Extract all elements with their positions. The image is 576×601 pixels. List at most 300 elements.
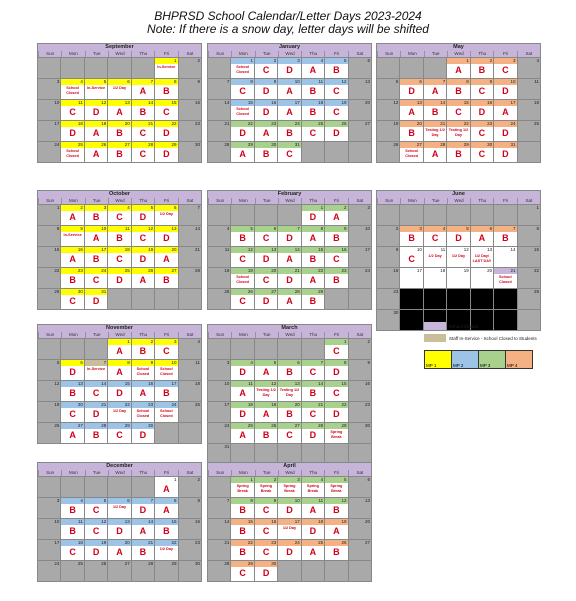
letter-day: D: [139, 254, 147, 264]
day-note: School Closed: [160, 367, 173, 376]
letter-day: C: [309, 409, 317, 419]
day-number: 16: [325, 247, 347, 253]
letter-day: C: [478, 149, 486, 159]
day-number: 1: [56, 205, 60, 210]
day-number: [325, 561, 347, 567]
day-number: 12: [231, 247, 253, 253]
letter-day: C: [333, 388, 340, 398]
letter-day: D: [92, 547, 100, 557]
day-cell: [325, 268, 347, 288]
letter-day: A: [286, 86, 293, 96]
day-cell: [424, 121, 446, 141]
weekday-label: Tue: [85, 470, 108, 476]
day-number: 9: [255, 498, 277, 504]
day-number: 14: [132, 100, 154, 106]
letter-day: B: [239, 233, 246, 243]
day-cell: [179, 205, 201, 225]
day-number: 19: [85, 121, 107, 127]
day-cell: [108, 226, 130, 246]
weekday-label: Wed: [278, 51, 301, 57]
day-cell: [231, 360, 253, 380]
day-number: 4: [302, 58, 324, 64]
day-cell: [400, 310, 422, 330]
day-number: 29: [54, 289, 60, 294]
legend-swatch: [424, 334, 446, 342]
day-cell: [208, 540, 230, 560]
day-number: 25: [533, 121, 539, 126]
day-number: 3: [494, 58, 516, 64]
day-number: [85, 339, 107, 345]
day-number: 21: [194, 247, 200, 252]
letter-day: B: [239, 547, 246, 557]
day-number: 26: [54, 423, 60, 428]
marking-period-key: [424, 350, 532, 369]
day-cell: [325, 247, 347, 267]
weekday-label: Mon: [400, 51, 423, 57]
day-number: 15: [325, 381, 347, 387]
day-number: 18: [440, 268, 446, 273]
day-cell: [155, 360, 177, 380]
day-cell: [278, 100, 300, 120]
day-number: 9: [255, 79, 277, 85]
day-number: 9: [61, 226, 83, 232]
day-number: 7: [424, 79, 446, 85]
day-cell: [179, 121, 201, 141]
letter-day: A: [309, 233, 317, 243]
day-cell: [85, 402, 107, 422]
day-cell: [85, 58, 107, 78]
day-number: 8: [108, 360, 130, 366]
letter-day: B: [163, 388, 170, 398]
day-cell: [447, 142, 469, 162]
day-number: [38, 339, 60, 345]
letter-day: B: [139, 547, 147, 557]
day-number: 23: [325, 268, 347, 274]
day-number: 12: [393, 100, 399, 105]
day-number: [255, 444, 277, 450]
letter-day: C: [239, 254, 246, 264]
day-number: 22: [54, 268, 60, 273]
day-grid: [377, 204, 540, 330]
day-number: 16: [255, 519, 277, 525]
day-note: 1/2 Day: [282, 526, 297, 530]
day-cell: [518, 268, 540, 288]
month-february: [207, 190, 372, 310]
letter-day: C: [262, 505, 270, 515]
day-cell: [255, 205, 277, 225]
day-cell: [302, 58, 324, 78]
day-cell: [325, 402, 347, 422]
day-number: 23: [255, 121, 277, 127]
day-cell: [231, 423, 253, 443]
day-cell: [325, 540, 347, 560]
day-number: 17: [278, 519, 300, 525]
day-cell: [179, 226, 201, 246]
weekday-label: Thu: [470, 198, 493, 204]
day-note: In-Service: [86, 367, 106, 371]
weekday-label: Tue: [85, 198, 108, 204]
day-cell: [132, 247, 154, 267]
day-cell: [400, 268, 422, 288]
day-number: 2: [197, 477, 200, 482]
day-number: 30: [364, 423, 370, 428]
day-number: 3: [85, 205, 107, 211]
day-cell: [155, 289, 177, 309]
month-name: November: [38, 325, 201, 332]
day-number: 4: [231, 360, 253, 366]
letter-day: B: [163, 86, 170, 96]
day-cell: [38, 79, 60, 99]
weekday-label: Wed: [278, 470, 301, 476]
letter-day: B: [92, 212, 100, 222]
day-note: School Closed: [66, 149, 79, 158]
letter-day: A: [309, 65, 317, 75]
day-cell: [494, 226, 516, 246]
day-number: 12: [463, 247, 469, 252]
day-number: 23: [364, 402, 370, 407]
day-number: 10: [54, 100, 60, 105]
day-number: 2: [197, 58, 200, 63]
day-cell: [255, 540, 277, 560]
day-number: [61, 477, 83, 483]
weekday-label: Fri: [324, 470, 347, 476]
day-number: 31: [494, 142, 516, 148]
day-number: 7: [226, 498, 230, 503]
day-cell: [349, 360, 371, 380]
letter-day: C: [139, 233, 147, 243]
letter-day: D: [92, 296, 100, 306]
day-number: 2: [471, 58, 493, 64]
day-number: 10: [54, 519, 60, 524]
day-number: 19: [325, 519, 347, 525]
day-note: 1/2 Day: [112, 409, 127, 413]
day-note: School Closed: [236, 107, 249, 116]
day-number: [424, 310, 446, 316]
letter-day: A: [309, 505, 317, 515]
day-cell: [325, 360, 347, 380]
day-cell: [208, 360, 230, 380]
day-cell: [38, 339, 60, 359]
day-cell: [132, 477, 154, 497]
letter-day: D: [139, 505, 147, 515]
day-number: 10: [364, 226, 370, 231]
letter-day: D: [69, 367, 76, 377]
day-cell: [85, 423, 107, 443]
day-cell: [349, 247, 371, 267]
day-grid: [38, 338, 201, 443]
day-cell: [155, 402, 177, 422]
day-number: 20: [61, 402, 83, 408]
day-cell: [400, 58, 422, 78]
letter-day: D: [286, 547, 293, 557]
day-cell: [278, 226, 300, 246]
day-number: [278, 444, 300, 450]
day-cell: [278, 540, 300, 560]
day-number: 23: [194, 540, 200, 545]
day-number: 22: [231, 540, 253, 546]
day-cell: [494, 100, 516, 120]
day-cell: [447, 121, 469, 141]
day-cell: [447, 226, 469, 246]
day-cell: [255, 519, 277, 539]
day-cell: [278, 121, 300, 141]
day-number: 12: [132, 226, 154, 232]
weekday-label: Wed: [108, 198, 131, 204]
day-number: 19: [132, 247, 154, 253]
day-number: 22: [325, 402, 347, 408]
day-grid: [38, 476, 201, 581]
day-cell: [155, 100, 177, 120]
day-cell: [231, 540, 253, 560]
day-cell: [179, 58, 201, 78]
day-number: 2: [325, 205, 347, 211]
day-cell: [155, 226, 177, 246]
day-number: 26: [325, 121, 347, 127]
day-cell: [179, 339, 201, 359]
letter-day: C: [139, 128, 147, 138]
day-cell: [325, 498, 347, 518]
day-cell: [424, 268, 446, 288]
day-number: 2: [367, 339, 370, 344]
day-number: [85, 58, 107, 64]
day-number: 8: [302, 226, 324, 232]
day-cell: [85, 121, 107, 141]
letter-day: D: [309, 430, 317, 440]
day-number: 11: [195, 360, 200, 365]
day-cell: [208, 561, 230, 581]
day-cell: [471, 268, 493, 288]
day-number: 18: [302, 519, 324, 525]
day-cell: [208, 381, 230, 401]
weekday-label: Mon: [61, 470, 84, 476]
day-cell: [155, 268, 177, 288]
day-number: 16: [471, 100, 493, 106]
letter-day: B: [116, 233, 123, 243]
day-cell: [155, 121, 177, 141]
letter-day: B: [309, 296, 317, 306]
letter-day: D: [502, 86, 509, 96]
letter-day: C: [455, 107, 462, 117]
day-number: 1: [302, 205, 324, 211]
day-cell: [132, 58, 154, 78]
day-cell: [85, 477, 107, 497]
day-cell: [302, 79, 324, 99]
day-cell: [231, 58, 253, 78]
day-number: [231, 205, 253, 211]
letter-day: C: [262, 65, 270, 75]
day-number: [302, 561, 324, 567]
weekday-label: Sat: [348, 332, 371, 338]
day-cell: [447, 268, 469, 288]
day-number: 1: [325, 339, 347, 345]
day-number: 23: [194, 121, 200, 126]
day-cell: [108, 289, 130, 309]
day-cell: [132, 121, 154, 141]
letter-day: B: [286, 409, 293, 419]
day-number: 27: [108, 142, 130, 148]
day-cell: [424, 205, 446, 225]
legend-swatch: [424, 322, 446, 330]
day-note: Spring Break: [330, 484, 343, 493]
day-number: 27: [400, 142, 422, 148]
day-cell: [108, 561, 130, 581]
day-number: 8: [231, 79, 253, 85]
letter-day: B: [69, 275, 76, 285]
letter-day: D: [309, 526, 317, 536]
letter-day: D: [309, 212, 317, 222]
day-cell: [424, 226, 446, 246]
letter-day: B: [116, 149, 123, 159]
day-number: 7: [226, 79, 230, 84]
day-cell: [231, 402, 253, 422]
day-number: [255, 205, 277, 211]
day-cell: [424, 79, 446, 99]
day-cell: [278, 247, 300, 267]
day-number: 4: [424, 226, 446, 232]
weekday-label: Mon: [231, 470, 254, 476]
day-cell: [255, 247, 277, 267]
day-number: 31: [278, 142, 300, 148]
day-cell: [132, 498, 154, 518]
day-cell: [208, 477, 230, 497]
day-cell: [132, 561, 154, 581]
day-number: [61, 339, 83, 345]
day-cell: [278, 58, 300, 78]
day-number: 15: [155, 519, 177, 525]
day-cell: [61, 339, 83, 359]
day-cell: [255, 423, 277, 443]
day-number: 16: [61, 247, 83, 253]
day-number: 8: [155, 79, 177, 85]
day-cell: [61, 58, 83, 78]
day-number: 21: [494, 268, 516, 274]
day-note: Spring Break: [283, 484, 296, 493]
letter-day: C: [309, 367, 317, 377]
letter-day: D: [163, 233, 170, 243]
letter-day: C: [69, 547, 76, 557]
day-number: 21: [278, 268, 300, 274]
day-cell: [38, 58, 60, 78]
weekday-label: Sat: [178, 332, 201, 338]
day-number: 5: [231, 226, 253, 232]
day-grid: [208, 338, 371, 464]
day-number: 21: [224, 540, 230, 545]
day-number: 17: [224, 402, 230, 407]
day-cell: [400, 247, 422, 267]
day-cell: [302, 268, 324, 288]
day-number: 26: [231, 289, 253, 295]
weekday-label: Tue: [255, 332, 278, 338]
day-cell: [231, 381, 253, 401]
day-grid: [38, 57, 201, 162]
day-cell: [325, 339, 347, 359]
day-number: [208, 205, 230, 211]
day-cell: [85, 561, 107, 581]
letter-day: D: [333, 367, 340, 377]
day-number: 19: [463, 268, 469, 273]
day-number: 1: [231, 477, 253, 483]
letter-day: D: [262, 568, 270, 578]
letter-day: C: [116, 212, 123, 222]
day-cell: [325, 121, 347, 141]
day-cell: [85, 100, 107, 120]
letter-day: A: [309, 275, 317, 285]
day-cell: [325, 561, 347, 581]
day-cell: [349, 121, 371, 141]
day-number: 21: [132, 121, 154, 127]
day-cell: [61, 498, 83, 518]
day-cell: [61, 360, 83, 380]
letter-day: A: [286, 254, 293, 264]
weekday-label: Sun: [38, 470, 61, 476]
day-number: [424, 205, 446, 211]
day-cell: [179, 477, 201, 497]
day-number: 13: [108, 100, 130, 106]
day-number: [231, 444, 253, 450]
letter-day: D: [163, 128, 170, 138]
day-number: [132, 477, 154, 483]
day-number: 13: [364, 498, 370, 503]
letter-day: C: [262, 275, 270, 285]
day-number: 26: [132, 268, 154, 274]
weekday-label: Sat: [178, 470, 201, 476]
day-cell: [179, 142, 201, 162]
day-cell: [424, 247, 446, 267]
letter-day: C: [69, 107, 76, 117]
day-number: 24: [224, 423, 230, 428]
day-cell: [255, 498, 277, 518]
day-cell: [302, 142, 324, 162]
day-number: 5: [255, 360, 277, 366]
letter-day: A: [163, 484, 170, 494]
month-name: February: [208, 191, 371, 198]
day-note: Spring Break: [236, 484, 249, 493]
weekday-label: Thu: [301, 198, 324, 204]
day-number: [424, 289, 446, 295]
month-name: December: [38, 463, 201, 470]
weekday-label: Tue: [255, 470, 278, 476]
day-number: 4: [61, 79, 83, 85]
letter-day: A: [431, 149, 439, 159]
letter-day: D: [262, 296, 270, 306]
day-number: 16: [132, 381, 154, 387]
day-number: 7: [85, 360, 107, 366]
letter-day: C: [333, 254, 340, 264]
day-cell: [208, 402, 230, 422]
month-january: [207, 43, 372, 163]
weekday-label: Tue: [85, 332, 108, 338]
month-name: May: [377, 44, 540, 51]
day-number: 21: [85, 402, 107, 408]
weekday-label: Fri: [324, 51, 347, 57]
day-cell: [302, 289, 324, 309]
day-number: [400, 58, 422, 64]
day-number: 14: [302, 381, 324, 387]
day-number: [349, 142, 371, 148]
letter-day: D: [139, 430, 147, 440]
day-number: 20: [364, 519, 370, 524]
letter-day: A: [262, 128, 270, 138]
day-cell: [377, 205, 399, 225]
legend-entry: [424, 332, 574, 344]
month-september: [37, 43, 202, 163]
day-number: 11: [224, 247, 230, 252]
day-number: 28: [424, 142, 446, 148]
weekday-label: Mon: [61, 332, 84, 338]
day-number: 27: [155, 268, 177, 274]
day-cell: [400, 79, 422, 99]
legend-label: School Closed: [449, 323, 479, 329]
